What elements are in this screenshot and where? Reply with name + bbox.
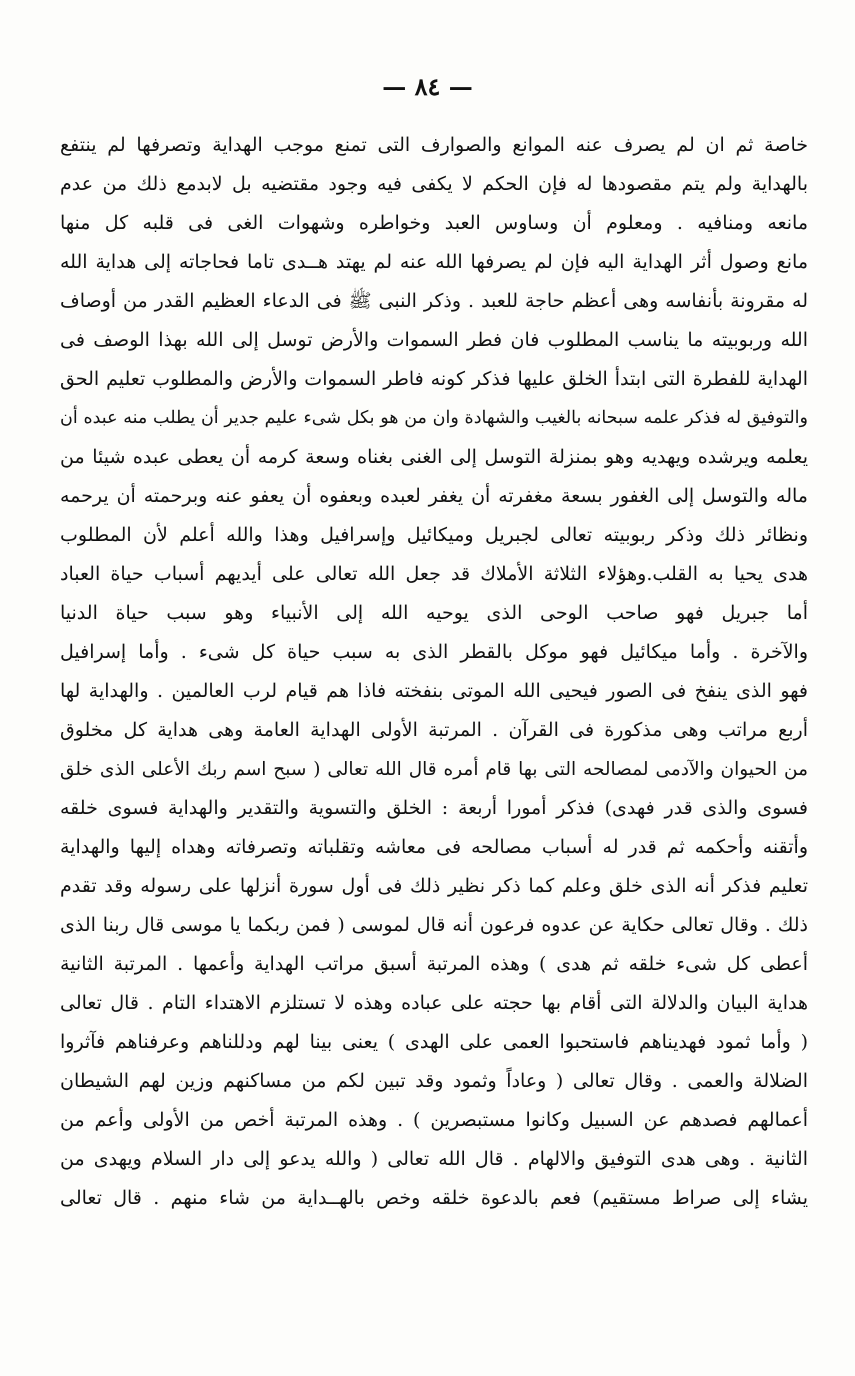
text-line: الله وربوبيته ما يناسب المطلوب فان فطر السموات والأرض توسل إلى الله بهذا الوصف فى — [60, 329, 808, 351]
text-line: مانع وصول أثر الهداية اليه فإن لم يصرفها الله عنه لم يهتد هــدى تاما فحاجاته إلى هداية الله — [60, 251, 808, 273]
text-line: فسوى والذى قدر فهدى) فذكر أمورا أربعة : الخلق والتسوية والتقدير والهداية فسوى خلقه — [60, 797, 808, 819]
text-line: ماله والتوسل إلى الغفور بسعة مغفرته أن يغفر لعبده وبعفوه أن يعفو عنه وبرحمته أن يرحمه — [60, 485, 808, 507]
text-line: يعلمه ويرشده ويهديه وهو بمنزلة التوسل إلى الغنى بغناه وسعة كرمه أن يعطى عبده شيئا من — [60, 446, 808, 468]
text-line: أعطى كل شىء خلقه ثم هدى ) وهذه المرتبة أسبق مراتب الهداية وأعمها . المرتبة الثانية — [60, 953, 808, 975]
text-line: خاصة ثم ان لم يصرف عنه الموانع والصوارف التى تمنع موجب الهداية وتصرفها لم ينتفع — [60, 134, 808, 156]
text-line: يشاء إلى صراط مستقيم) فعم بالدعوة خلقه وخص بالهــداية من شاء منهم . قال تعالى — [60, 1187, 808, 1209]
text-line: الثانية . وهى هدى التوفيق والالهام . قال الله تعالى ( والله يدعو إلى دار السلام ويهدى من — [60, 1148, 808, 1170]
body-text — [60, 126, 808, 1218]
text-line: ( وأما ثمود فهديناهم فاستحبوا العمى على الهدى ) يعنى بينا لهم ودللناهم وعرفناهم فآثروا — [60, 1031, 808, 1053]
text-line: أعمالهم فصدهم عن السبيل وكانوا مستبصرين ) . وهذه المرتبة أخص من الأولى وأعم من — [60, 1109, 808, 1131]
text-line: فهو الذى ينفخ فى الصور فيحيى الله الموتى بنفخته فاذا هم قيام لرب العالمين . والهداية لها — [60, 680, 808, 702]
text-line: والتوفيق له فذكر علمه سبحانه بالغيب والشهادة وان من هو بكل شىء عليم جدير أن يطلب منه عبده أن — [60, 408, 808, 428]
text-line: وأتقنه وأحكمه ثم قدر له أسباب مصالحه فى معاشه وتقلباته وتصرفاته وهداه إليها والهداية — [60, 836, 808, 858]
text-line: ذلك . وقال تعالى حكاية عن عدوه فرعون أنه قال لموسى ( فمن ربكما يا موسى قال ربنا الذى — [60, 914, 808, 936]
page-number: — ٨٤ — — [382, 72, 473, 101]
text-line: أربع مراتب وهى مذكورة فى القرآن . المرتبة الأولى الهداية العامة وهى هداية كل مخلوق — [60, 719, 808, 741]
text-line: تعليم فذكر أنه الذى خلق وعلم كما ذكر نظير ذلك فى أول سورة أنزلها على رسوله وقد تقدم — [60, 875, 808, 897]
text-line: بالهداية ولم يتم مقصودها له فإن الحكم لا يكفى فيه وجود مقتضيه بل لابدمع ذلك من عدم — [60, 173, 808, 195]
text-line: مانعه ومنافيه . ومعلوم أن وساوس العبد وخواطره وشهوات الغى فى قلبه كل منها — [60, 212, 808, 234]
text-line: أما جبريل فهو صاحب الوحى الذى يوحيه الله إلى الأنبياء وهو سبب حياة الدنيا — [60, 602, 808, 624]
text-line: والآخرة . وأما ميكائيل فهو موكل بالقطر الذى به سبب حياة كل شىء . وأما إسرافيل — [60, 641, 808, 663]
text-line: هدى يحيا به القلب.وهؤلاء الثلاثة الأملاك قد جعل الله تعالى على أيديهم أسباب حياة العباد — [60, 563, 808, 585]
text-line: هداية البيان والدلالة التى أقام بها حجته على عباده وهذه لا تستلزم الاهتداء التام . قال تعالى — [60, 992, 808, 1014]
text-line: من الحيوان والآدمى لمصالحه التى بها قام أمره قال الله تعالى ( سبح اسم ربك الأعلى الذى خلق — [60, 759, 808, 780]
text-line: الضلالة والعمى . وقال تعالى ( وعاداً وثمود وقد تبين لكم من مساكنهم وزين لهم الشيطان — [60, 1070, 808, 1092]
text-line: له مقرونة بأنفاسه وهى أعظم حاجة للعبد . وذكر النبى ﷺ فى الدعاء العظيم القدر من أوصاف — [60, 290, 808, 312]
text-line: ونظائر ذلك وذكر ربوبيته تعالى لجبريل وميكائيل وإسرافيل وهذا والله أعلم لأن المطلوب — [60, 524, 808, 546]
text-line: الهداية للفطرة التى ابتدأ الخلق عليها فذكر كونه فاطر السموات والأرض والمطلوب تعليم الحق — [60, 368, 808, 390]
